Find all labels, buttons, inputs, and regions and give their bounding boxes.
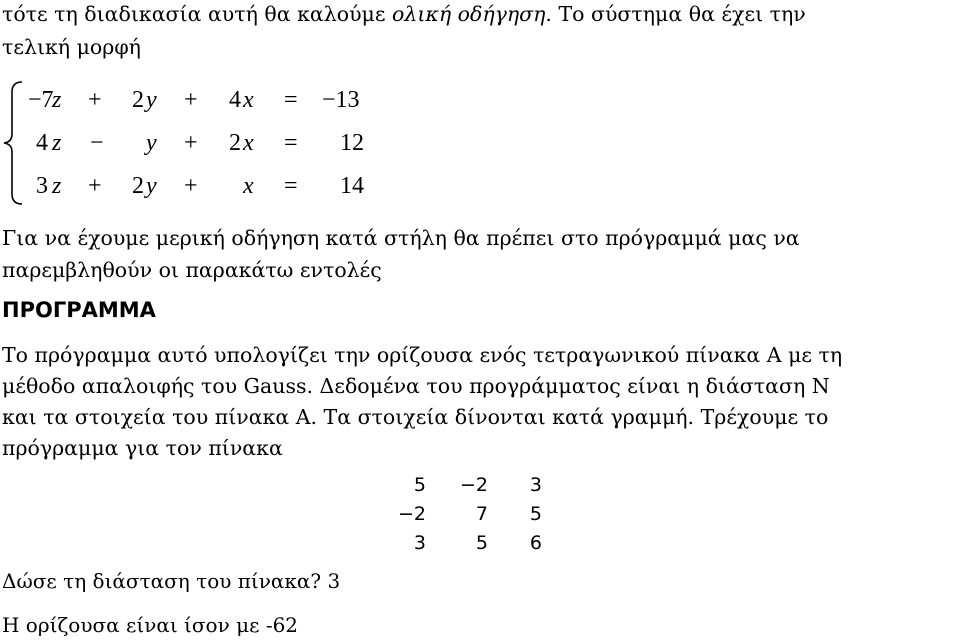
eq-row-1-rhs: −13 — [322, 87, 360, 113]
eq-row-2-coef-z: 4 — [36, 130, 48, 156]
matrix-cell: 7 — [475, 503, 488, 525]
partial-line-1: Για να έχουμε μερική οδήγηση κατά στήλη θα πρέπει στο πρόγραμμά μας να — [2, 226, 800, 250]
description-line-4: πρόγραμμα για τον πίνακα — [2, 436, 283, 460]
eq-row-1-coef-z: −7 — [28, 87, 54, 113]
eq-row-1-coef-x: 4 — [229, 87, 241, 113]
eq-row-3-coef-z: 3 — [36, 173, 48, 199]
matrix-cell: 3 — [413, 532, 426, 554]
intro-text-before: τότε τη διαδικασία αυτή θα καλούμε — [2, 2, 393, 26]
eq-row-2-rhs: 12 — [340, 130, 364, 156]
matrix-cell: 6 — [529, 532, 542, 554]
matrix-cell: −2 — [459, 474, 488, 496]
eq-row-2-equals: = — [284, 130, 298, 156]
intro-text-after: Το σύστημα θα έχει την — [551, 2, 806, 26]
matrix-cell: 5 — [475, 532, 488, 554]
matrix — [386, 472, 556, 562]
eq-row-3-op-2: + — [184, 173, 198, 199]
output-result-line: Η ορίζουσα είναι ίσον με -62 — [2, 613, 299, 637]
intro-text-italic: ολική οδήγηση. — [392, 2, 552, 26]
eq-row-3-rhs: 14 — [340, 173, 364, 199]
eq-row-1-coef-y: 2 — [132, 87, 144, 113]
equation-system — [0, 78, 380, 208]
eq-row-2-coef-x: 2 — [229, 130, 241, 156]
eq-row-1-var-y: y — [146, 87, 157, 113]
eq-row-1-op-2: + — [184, 87, 198, 113]
eq-row-1-var-z: z — [52, 87, 62, 113]
matrix-cell: 5 — [529, 503, 542, 525]
intro-line-1 — [2, 4, 806, 25]
eq-row-3-equals: = — [284, 173, 298, 199]
eq-row-2-var-z: z — [52, 130, 62, 156]
program-heading: ΠΡΟΓΡΑΜΜΑ — [2, 298, 156, 322]
eq-row-2-var-y: y — [146, 130, 157, 156]
eq-row-3-coef-y: 2 — [132, 173, 144, 199]
left-brace — [0, 78, 26, 208]
eq-row-3-op-1: + — [88, 173, 102, 199]
eq-row-1-op-1: + — [88, 87, 102, 113]
matrix-cell: 5 — [413, 474, 426, 496]
description-line-2: μέθοδο απαλοιφής του Gauss. Δεδομένα του προγράμματος είναι η διάσταση N — [2, 374, 830, 398]
intro-line-2: τελική μορφή — [2, 35, 141, 59]
eq-row-2-var-x: x — [243, 130, 254, 156]
description-line-3: και τα στοιχεία του πίνακα A. Τα στοιχεία δίνονται κατά γραμμή. Τρέχουμε το — [2, 405, 829, 429]
eq-row-2-op-2: + — [184, 130, 198, 156]
eq-row-3-var-x: x — [243, 173, 254, 199]
eq-row-1-var-x: x — [243, 87, 254, 113]
eq-row-1-equals: = — [284, 87, 298, 113]
eq-row-2-op-1: − — [90, 130, 104, 156]
description-line-1: Το πρόγραμμα αυτό υπολογίζει την ορίζουσα ενός τετραγωνικού πίνακα A με τη — [2, 343, 843, 367]
eq-row-3-var-z: z — [52, 173, 62, 199]
partial-line-2: παρεμβληθούν οι παρακάτω εντολές — [2, 258, 382, 282]
output-prompt-line: Δώσε τη διάσταση του πίνακα? 3 — [2, 569, 341, 593]
matrix-cell: 3 — [529, 474, 542, 496]
matrix-cell: −2 — [397, 503, 426, 525]
eq-row-3-var-y: y — [146, 173, 157, 199]
